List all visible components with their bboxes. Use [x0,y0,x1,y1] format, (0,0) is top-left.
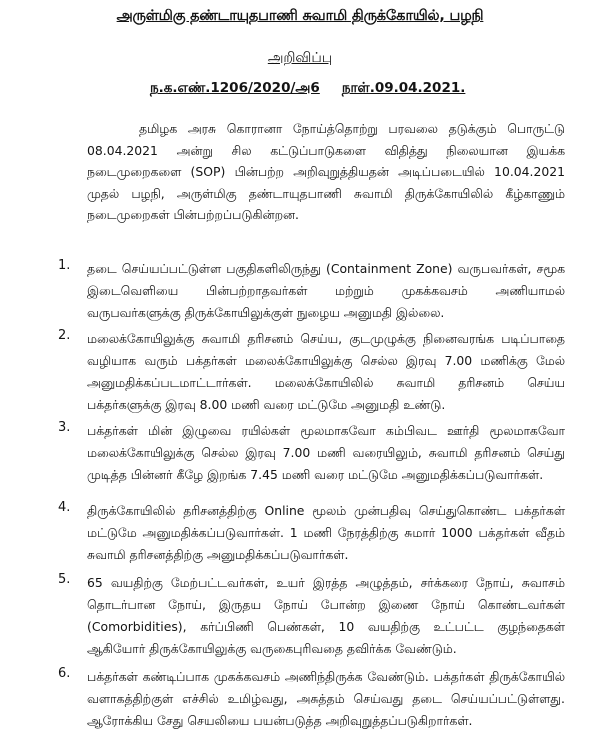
item-number: 3. [58,420,71,435]
item-number: 2. [58,328,71,343]
item-number: 4. [58,500,71,515]
notice-heading: அறிவிப்பு [267,50,333,66]
temple-title: அருள்மிகு தண்டாயுதபாணி சுவாமி திருக்கோயில், பழநி [116,8,484,24]
item-text: 65 வயதிற்கு மேற்பட்டவர்கள், உயர் இரத்த அழுத்தம், சர்க்கரை நோய், சுவாசம் தொடர்பான நோய், இருதய நோய் போன்ற இணை நோய் கொண்டவர்கள் (Comorbidities), கர்ப்பிணி பெண்கள், 10 வயதிற்கு உட்பட்ட குழந்தைகள் ஆகியோர் திருக்கோயிலுக்கு வருகைபுரிவதை தவிர்க்க வேண்டும். [87,575,565,656]
item-text: தடை செய்யப்பட்டுள்ள பகுதிகளிலிருந்து (Containment Zone) வருபவர்கள், சமூக இடைவெளியை பின்பற்றாதவர்கள் மற்றும் முகக்கவசம் அணியாமல் வருபவர்களுக்கு திருக்கோயிலுக்குள் நுழைய அனுமதி இல்லை. [87,261,565,320]
item-number: 1. [58,258,71,273]
item-text: திருக்கோயிலில் தரிசனத்திற்கு Online மூலம் முன்பதிவு செய்துகொண்ட பக்தர்கள் மட்டுமே அனுமதிக்கப்படுவார்கள். 1 மணி நேரத்திற்கு சுமார் 1000 பக்தர்கள் வீதம் சுவாமி தரிசனத்திற்கு அனுமதிக்கப்படுவார்கள். [87,503,565,562]
reference-number: ந.க.எண்.1206/2020/அ6 [150,80,320,96]
item-text: பக்தர்கள் மின் இழுவை ரயில்கள் மூலமாகவோ கம்பிவட ஊர்தி மூலமாகவோ மலைக்கோயிலுக்கு செல்ல இரவு 7.00 மணி வரையிலும், சுவாமி தரிசனம் செய்து முடித்த பின்னர் கீழே இறங்க 7.45 மணி வரை மட்டுமே அனுமதிக்கப்படுவார்கள். [87,423,565,482]
item-text: பக்தர்கள் கண்டிப்பாக முகக்கவசம் அணிந்திருக்க வேண்டும். பக்தர்கள் திருக்கோயில் வளாகத்திற்குள் எச்சில் உமிழ்வது, அசுத்தம் செய்வது தடை செய்யப்பட்டுள்ளது. ஆரோக்கிய சேது செயலியை பயன்படுத்த அறிவுறுத்தப்படுகிறார்கள். [87,669,565,728]
notice-date: நாள்.09.04.2021. [341,80,466,96]
item-number: 5. [58,572,71,587]
reference-line [150,80,466,98]
item-text: மலைக்கோயிலுக்கு சுவாமி தரிசனம் செய்ய, குடமுழுக்கு நினைவரங்க படிப்பாதை வழியாக வரும் பக்தர்கள் மலைக்கோயிலுக்கு செல்ல இரவு 7.00 மணிக்கு மேல் அனுமதிக்கப்படமாட்டார்கள். மலைக்கோயிலில் சுவாமி தரிசனம் செய்ய பக்தர்களுக்கு இரவு 8.00 மணி வரை மட்டுமே அனுமதி உண்டு. [87,331,565,412]
item-number: 6. [58,666,71,681]
intro-paragraph: தமிழக அரசு கொரானா நோய்த்தொற்று பரவலை தடுக்கும் பொருட்டு 08.04.2021 அன்று சில கட்டுப்பாடுகளை விதித்து நிலையான இயக்க நடைமுறைகளை (SOP) பின்பற்ற அறிவுறுத்தியதன் அடிப்படையில் 10.04.2021 முதல் பழநி, அருள்மிகு தண்டாயுதபாணி சுவாமி திருக்கோயிலில் கீழ்காணும் நடைமுறைகள் பின்பற்றப்படுகின்றன. [87,121,565,222]
